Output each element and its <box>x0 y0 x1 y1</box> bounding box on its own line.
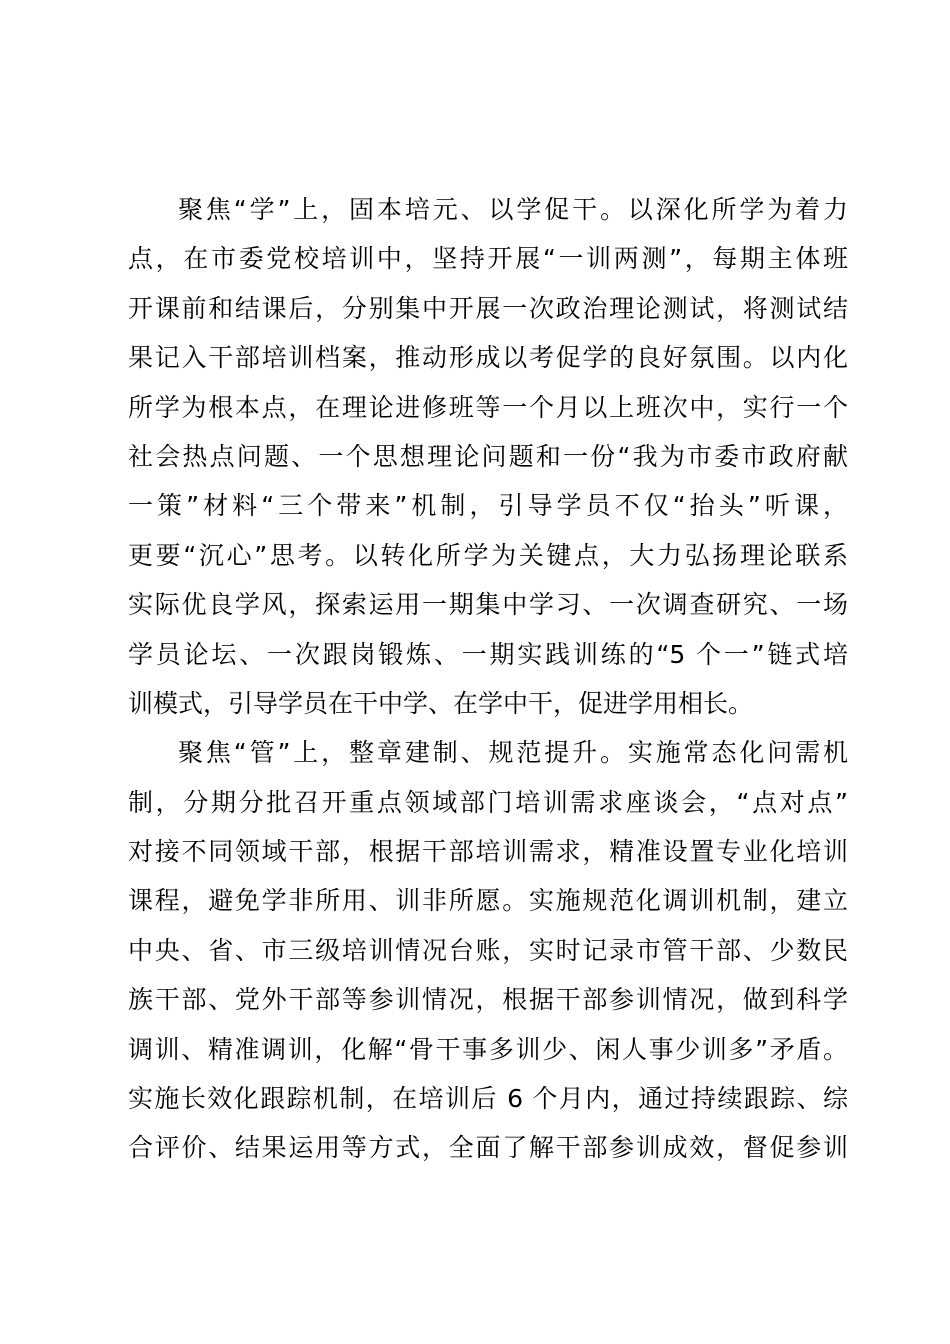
paragraph-line: 实施长效化跟踪机制，在培训后 6 个月内，通过持续跟踪、综 <box>128 1084 848 1114</box>
paragraph-line: 对接不同领域干部，根据干部培训需求，精准设置专业化培训 <box>128 837 848 867</box>
paragraph-line: 族干部、党外干部等参训情况，根据干部参训情况，做到科学 <box>128 985 848 1015</box>
paragraph-line: 所学为根本点，在理论进修班等一个月以上班次中，实行一个 <box>128 392 848 422</box>
paragraph-line: 果记入干部培训档案，推动形成以考促学的良好氛围。以内化 <box>128 343 848 373</box>
paragraph-management-focus <box>128 728 848 1173</box>
paragraph-line: 中央、省、市三级培训情况台账，实时记录市管干部、少数民 <box>128 935 848 965</box>
paragraph-line: 实际优良学风，探索运用一期集中学习、一次调查研究、一场 <box>128 590 848 620</box>
paragraph-line: 制，分期分批召开重点领域部门培训需求座谈会，“点对点” <box>128 787 848 817</box>
paragraph-line: 学员论坛、一次跟岗锻炼、一期实践训练的“5 个一”链式培 <box>128 639 848 669</box>
paragraph-line: 聚焦“管”上，整章建制、规范提升。实施常态化问需机 <box>178 738 848 768</box>
paragraph-study-focus <box>128 185 848 728</box>
paragraph-line: 调训、精准调训，化解“骨干事多训少、闲人事少训多”矛盾。 <box>128 1034 848 1064</box>
document-body <box>128 185 848 1173</box>
paragraph-line: 社会热点问题、一个思想理论问题和一份“我为市委市政府献 <box>128 441 848 471</box>
paragraph-line: 更要“沉心”思考。以转化所学为关键点，大力弘扬理论联系 <box>128 540 848 570</box>
paragraph-line: 合评价、结果运用等方式，全面了解干部参训成效，督促参训 <box>128 1133 848 1163</box>
paragraph-line: 点，在市委党校培训中，坚持开展“一训两测”，每期主体班 <box>128 244 848 274</box>
paragraph-line: 开课前和结课后，分别集中开展一次政治理论测试，将测试结 <box>128 293 848 323</box>
paragraph-line: 一策”材料“三个带来”机制，引导学员不仅“抬头”听课， <box>128 491 848 521</box>
paragraph-line: 训模式，引导学员在干中学、在学中干，促进学用相长。 <box>128 688 754 718</box>
paragraph-line: 聚焦“学”上，固本培元、以学促干。以深化所学为着力 <box>178 195 848 224</box>
paragraph-line: 课程，避免学非所用、训非所愿。实施规范化调训机制，建立 <box>128 886 848 916</box>
